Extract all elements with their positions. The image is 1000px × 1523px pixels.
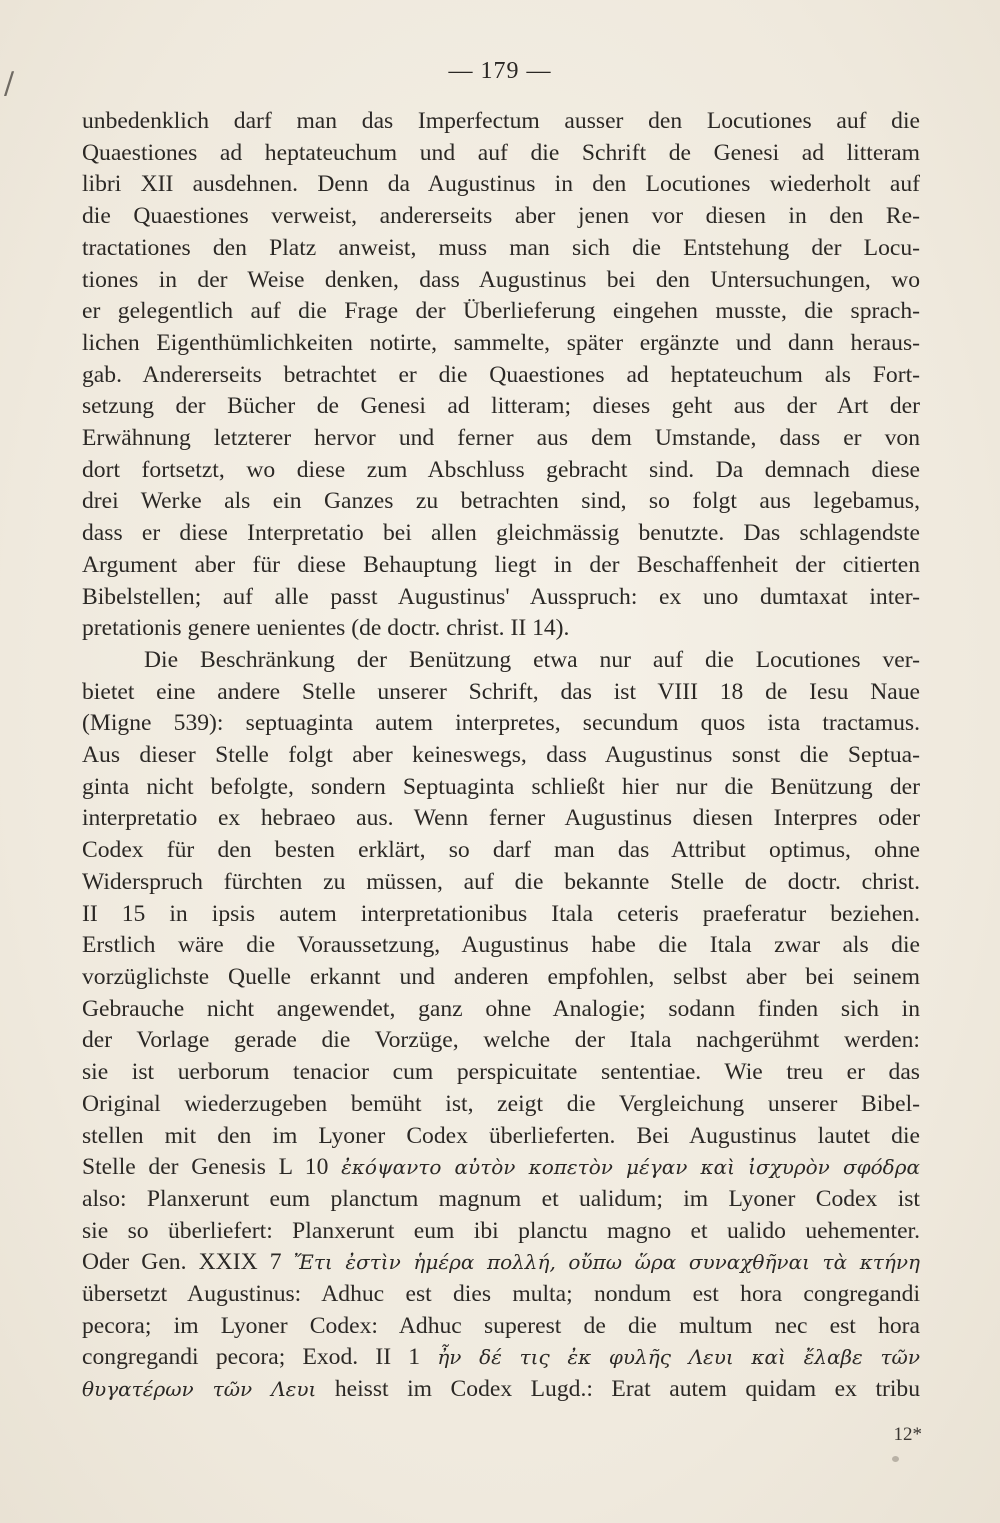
body-text: [82, 106, 920, 1406]
line-text: sie so überliefert: Planxerunt eum ibi planctu magno et ualido uehementer.: [82, 1217, 920, 1244]
line-text: Die Beschränkung der Benützung etwa nur auf die Locutiones ver-: [144, 646, 920, 673]
text-line: [82, 994, 920, 1026]
line-text: vorzüglichste Quelle erkannt und anderen empfohlen, selbst aber bei seinem: [82, 963, 920, 990]
line-text: interpretatio ex hebraeo aus. Wenn ferner Augustinus diesen Interpres oder: [82, 805, 920, 832]
line-text: er gelegentlich auf die Frage der Überlieferung eingehen musste, die sprach-: [82, 298, 920, 325]
text-line: [82, 360, 920, 392]
text-line: [82, 930, 920, 962]
line-text: bietet eine andere Stelle unserer Schrift, das ist VIII 18 de Iesu Naue: [82, 678, 920, 705]
text-line: [82, 1247, 920, 1279]
paper-speck: [892, 1456, 899, 1462]
text-line: [82, 486, 920, 518]
text-line: [82, 1152, 920, 1184]
text-line: [82, 867, 920, 899]
line-text: Aus dieser Stelle folgt aber keineswegs, dass Augustinus sonst die Septua-: [82, 742, 920, 769]
line-text: libri XII ausdehnen. Denn da Augustinus in den Locutiones wiederholt auf: [82, 171, 920, 198]
line-text: (Migne 539): septuaginta autem interpretes, secundum quos ista tractamus.: [82, 710, 920, 737]
line-text: Argument aber für diese Behauptung liegt in der Beschaffenheit der citierten: [82, 551, 920, 578]
text-line: [82, 962, 920, 994]
text-line: [82, 1089, 920, 1121]
line-text: Gebrauche nicht angewendet, ganz ohne Analogie; sodann finden sich in: [82, 995, 920, 1022]
text-line: [82, 708, 920, 740]
line-text: Codex für den besten erklärt, so darf man das Attribut optimus, ohne: [82, 837, 920, 864]
text-line: [82, 201, 920, 233]
line-text: unbedenklich darf man das Imperfectum ausser den Locutiones auf die: [82, 108, 920, 134]
text-line: [82, 169, 920, 201]
text-line: [82, 803, 920, 835]
text-line: [82, 1057, 920, 1089]
text-line: [82, 1311, 920, 1343]
text-line: [82, 550, 920, 582]
text-line: [82, 899, 920, 931]
line-text: Erstlich wäre die Voraussetzung, Augustinus habe die Itala zwar als die: [82, 932, 920, 959]
text-line: [82, 391, 920, 423]
line-text: congregandi pecora; Exod. II 1: [82, 1344, 438, 1371]
signature-mark: 12*: [893, 1424, 922, 1445]
text-line: [82, 582, 920, 614]
greek-quote: ἦν δέ τις ἐκ φυλῆς Λευι καὶ ἔλαβε τῶν: [437, 1345, 920, 1370]
line-text: drei Werke als ein Ganzes zu betrachten sind, so folgt aus legebamus,: [82, 488, 920, 515]
line-text: Quaestiones ad heptateuchum und auf die Schrift de Genesi ad litteram: [82, 139, 920, 166]
line-text: übersetzt Augustinus: Adhuc est dies multa; nondum est hora congregandi: [82, 1281, 920, 1308]
text-line: [82, 296, 920, 328]
page-number-header: — 179 —: [448, 58, 552, 84]
text-line: [82, 106, 920, 138]
text-line: [82, 1279, 920, 1311]
text-line: [82, 772, 920, 804]
line-text: Erwähnung letzterer hervor und ferner aus dem Umstande, dass er von: [82, 425, 920, 452]
greek-quote: Ἔτι ἐστὶν ἡμέρα πολλή, οὔπω ὥρα συναχθῆναι τὰ κτήνη: [293, 1250, 920, 1275]
greek-quote: θυγατέρων τῶν Λευι: [82, 1377, 317, 1402]
line-text: stellen mit den im Lyoner Codex überlieferten. Bei Augustinus lautet die: [82, 1122, 920, 1149]
line-text-after: heisst im Codex Lugd.: Erat autem quidam ex tribu: [316, 1376, 921, 1403]
line-text: lichen Eigenthümlichkeiten notirte, sammelte, später ergänzte und dann heraus-: [82, 329, 920, 356]
line-text: Widerspruch fürchten zu müssen, auf die bekannte Stelle de doctr. christ.: [82, 868, 920, 895]
text-line: [82, 1121, 920, 1153]
line-text: gab. Andererseits betrachtet er die Quaestiones ad heptateuchum als Fort-: [82, 361, 920, 388]
text-line: [82, 1184, 920, 1216]
line-text: sie ist uerborum tenacior cum perspicuitate sententiae. Wie treu er das: [82, 1059, 920, 1086]
text-line: [82, 613, 920, 645]
text-line: [82, 138, 920, 170]
margin-mark: /: [4, 66, 15, 101]
line-text: Original wiederzugeben bemüht ist, zeigt die Vergleichung unserer Bibel-: [82, 1090, 920, 1117]
line-text: pretationis genere uenientes (de doctr. christ. II 14).: [82, 615, 570, 642]
line-text: tractationes den Platz anweist, muss man sich die Entstehung der Locu-: [82, 234, 920, 261]
text-line: [82, 1216, 920, 1248]
line-text: dass er diese Interpretatio bei allen gleichmässig benutzte. Das schlagendste: [82, 520, 920, 547]
line-text: Bibelstellen; auf alle passt Augustinus' Ausspruch: ex uno dumtaxat inter-: [82, 583, 920, 610]
line-text: Oder Gen. XXIX 7: [82, 1249, 294, 1276]
text-line: [82, 1374, 920, 1406]
line-text: also: Planxerunt eum planctum magnum et ualidum; im Lyoner Codex ist: [82, 1185, 920, 1212]
greek-quote: ἐκόψαντο αὐτὸν κοπετὸν μέγαν καὶ ἰσχυρὸν σφόδρα: [341, 1155, 920, 1180]
line-text: dort fortsetzt, wo diese zum Abschluss gebracht sind. Da demnach diese: [82, 456, 920, 483]
text-line: [82, 233, 920, 265]
text-line: [82, 740, 920, 772]
text-line: [82, 265, 920, 297]
text-line: [82, 423, 920, 455]
text-line: [82, 645, 920, 677]
text-line: [82, 1025, 920, 1057]
text-line: [82, 328, 920, 360]
text-line: [82, 455, 920, 487]
text-line: [82, 1342, 920, 1374]
text-line: [82, 835, 920, 867]
line-text: setzung der Bücher de Genesi ad litteram; dieses geht aus der Art der: [82, 393, 920, 420]
line-text: die Quaestiones verweist, andererseits aber jenen vor diesen in den Re-: [82, 203, 920, 230]
line-text: tiones in der Weise denken, dass Augustinus bei den Untersuchungen, wo: [82, 266, 920, 293]
line-text: pecora; im Lyoner Codex: Adhuc superest de die multum nec est hora: [82, 1312, 920, 1339]
text-line: [82, 518, 920, 550]
text-line: [82, 677, 920, 709]
line-text: der Vorlage gerade die Vorzüge, welche der Itala nachgerühmt werden:: [82, 1027, 920, 1054]
line-text: ginta nicht befolgte, sondern Septuaginta schließt hier nur die Benützung der: [82, 773, 920, 800]
line-text: Stelle der Genesis L 10: [82, 1154, 342, 1181]
line-text: II 15 in ipsis autem interpretationibus Itala ceteris praeferatur beziehen.: [82, 900, 920, 927]
